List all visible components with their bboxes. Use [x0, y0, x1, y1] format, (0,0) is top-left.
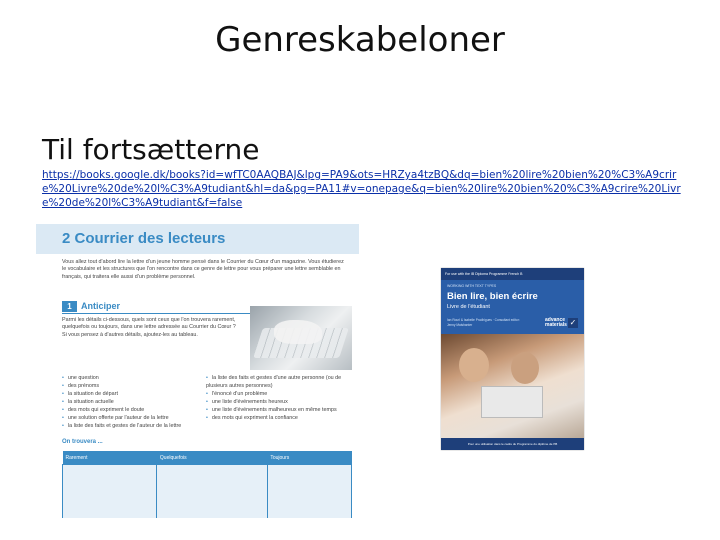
list-item: • l'énoncé d'un problème	[206, 390, 346, 398]
list-item: • des mots qui expriment le doute	[62, 406, 197, 414]
table-cell	[157, 465, 267, 519]
list-item: • la situation de départ	[62, 390, 197, 398]
section-number-badge: 1	[62, 301, 77, 312]
table-caption: On trouvera ...	[62, 439, 103, 445]
list-item: • des mots qui expriment la confiance	[206, 414, 346, 422]
table-header: Quelquefois	[157, 451, 267, 465]
cover-authors: Ian Rourl & Isabelle Prodhigues · Consultant editor: Jenny Maishanter	[447, 318, 520, 327]
cover-series: WORKING WITH TEXT TYPES	[447, 284, 497, 288]
publisher-logo: advance materials	[545, 317, 567, 328]
cover-bottom-line: Pour une utilisation dans le cadre du Programme du diplôme de l'IB	[441, 438, 584, 450]
bullet-list-left	[62, 374, 197, 430]
list-item: • une solution offerte par l'auteur de la lettre	[62, 414, 197, 422]
page-heading: 2 Courrier des lecteurs	[62, 230, 226, 247]
bullet-list-right	[206, 374, 346, 422]
checkmark-icon: ✓	[569, 318, 577, 327]
textbook-page-image	[36, 224, 359, 518]
table-cell	[267, 465, 351, 519]
hands-graphic	[274, 320, 322, 344]
list-item: • une liste d'événements malheureux en même temps	[206, 406, 346, 414]
table-row	[63, 465, 352, 519]
laptop-graphic	[481, 386, 543, 418]
list-item: • la liste des faits et gestes de l'auteur de la lettre	[62, 422, 197, 430]
list-item: • la situation actuelle	[62, 398, 197, 406]
student-figure	[459, 348, 489, 382]
student-figure	[511, 352, 539, 384]
table-header: Toujours	[267, 451, 351, 465]
slide-title: Genreskabeloner	[215, 20, 505, 60]
list-item: • des prénoms	[62, 382, 197, 390]
cover-top-line: For use with the IB Diploma Programme French B	[441, 268, 584, 280]
task-instructions: Parmi les détails ci-dessous, quels sont ceux que l'on trouvera rarement, quelquefois ou toujours, dans une lettre adressée au Courrier du Cœur ? Si vous pensez à d'autres détails, ajoutez-les au tableau.	[62, 317, 236, 338]
list-item: • la liste des faits et gestes d'une autre personne (ou de plusieurs autres personnes)	[206, 374, 346, 390]
google-books-link[interactable]: https://books.google.dk/books?id=wfTC0AAQBAJ&lpg=PA9&ots=HRZya4tzBQ&dq=bien%20lire%20bien%20%C3%A9crire%20Livre%20de%20l%C3%A9tudiant&hl=da&pg=PA11#v=onepage&q=bien%20lire%20bien%20%C3%A9crire%20Livre%20de%20l%C3%A9tudiant&f=false	[42, 169, 681, 209]
table-cell	[63, 465, 157, 519]
slide-subtitle: Til fortsætterne	[42, 133, 260, 166]
table-header: Rarement	[63, 451, 157, 465]
list-item: • une liste d'événements heureux	[206, 398, 346, 406]
section-label: Anticiper	[81, 301, 121, 311]
table-header-row	[63, 451, 352, 465]
page-intro-text: Vous allez tout d'abord lire la lettre d'un jeune homme pensé dans le Courrier du Cœur d'un magazine. Vous étudierez le vocabulaire et les structures que l'on rencontre dans ce genre de lettre pour vous préparer une lettre semblable en français, qui traitera elle aussi d'un problème personnel.	[62, 259, 344, 280]
frequency-table	[62, 451, 352, 518]
list-item: • une question	[62, 374, 197, 382]
cover-subtitle: Livre de l'étudiant	[447, 304, 490, 310]
cover-title: Bien lire, bien écrire	[447, 291, 538, 302]
book-cover-image	[441, 268, 584, 450]
